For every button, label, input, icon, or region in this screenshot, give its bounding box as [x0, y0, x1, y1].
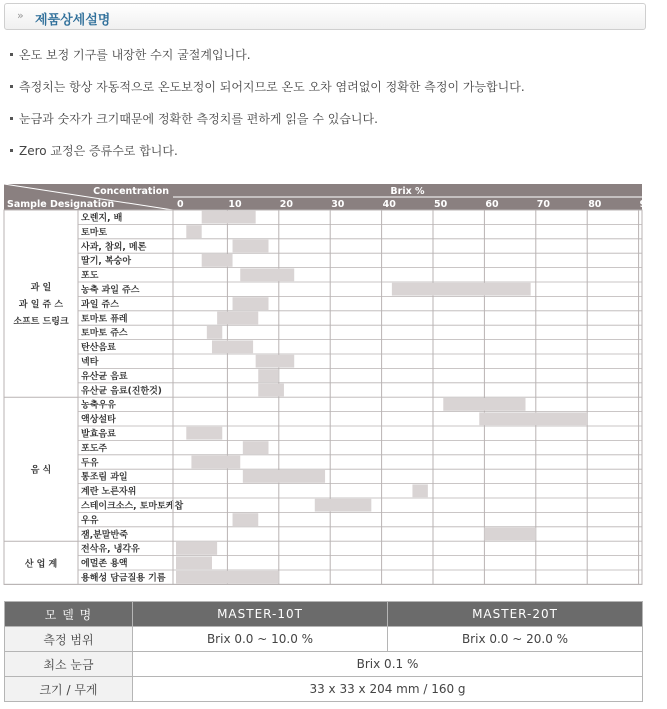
range-bar: [258, 369, 279, 382]
row-label: 스테이크소스, 토마토케찹: [81, 501, 184, 512]
x-tick-label: 90: [639, 199, 653, 210]
x-tick-label: 60: [485, 199, 499, 210]
x-tick-label: 50: [434, 199, 448, 210]
range-bar: [212, 340, 253, 353]
spec-value: 33 x 33 x 204 mm / 160 g: [133, 677, 643, 702]
range-bar: [233, 513, 259, 526]
spec-row-range: [5, 627, 643, 652]
range-bar: [233, 240, 269, 253]
row-label: 농축우유: [81, 400, 116, 411]
range-bar: [233, 297, 269, 310]
x-tick-label: 0: [177, 199, 184, 210]
spec-value: Brix 0.1 %: [133, 652, 643, 677]
spec-label: 크기 / 무게: [5, 677, 133, 702]
range-bar: [186, 427, 222, 440]
spec-value: Brix 0.0 ~ 10.0 %: [133, 627, 388, 652]
range-bar: [256, 355, 295, 368]
range-bar: [176, 556, 212, 569]
row-label: 토마토: [81, 227, 108, 238]
range-bar: [243, 441, 269, 454]
group-label: 과 일: [30, 283, 52, 294]
spec-header-model: 모 델 명: [5, 602, 133, 627]
row-label: 용해성 담금질용 기름: [81, 573, 166, 584]
range-bar: [176, 571, 279, 584]
range-bar: [240, 268, 294, 281]
row-label: 액상설타: [81, 415, 116, 426]
spec-header-row: [5, 602, 643, 627]
x-tick-label: 40: [382, 199, 396, 210]
range-bar: [191, 456, 240, 469]
range-bar: [202, 211, 256, 224]
row-label: 농축 과일 쥬스: [81, 285, 140, 296]
row-label: 딸기, 복숭아: [81, 256, 132, 267]
range-bar: [392, 283, 531, 296]
range-bar: [176, 542, 217, 555]
group-label: 산 업 계: [24, 559, 58, 570]
row-label: 넥타: [81, 357, 99, 368]
range-bar: [243, 470, 325, 483]
feature-item: Zero 교정은 증류수로 합니다.: [8, 142, 178, 159]
spec-header-model-a: MASTER-10T: [133, 602, 388, 627]
row-label: 에멀존 용액: [81, 559, 128, 570]
range-bar: [412, 484, 427, 497]
row-label: 포도: [81, 271, 99, 282]
range-bar: [484, 528, 535, 541]
spec-value: Brix 0.0 ~ 20.0 %: [388, 627, 643, 652]
row-label: 우유: [81, 515, 99, 526]
group-label: 과 일 쥬 스: [18, 300, 64, 311]
header-sample-designation: Sample Designation: [7, 199, 115, 210]
x-axis-label: Brix %: [390, 186, 425, 197]
row-label: 탄산음료: [81, 343, 116, 354]
row-label: 토마토 쥬스: [81, 328, 128, 339]
spec-table: [4, 601, 643, 702]
row-label: 발효음료: [81, 429, 116, 440]
x-tick-label: 20: [279, 199, 294, 210]
section-title: 제품상세설명: [35, 13, 111, 28]
x-tick-label: 70: [536, 199, 551, 210]
range-bar: [217, 312, 258, 325]
x-tick-label: 10: [228, 199, 242, 210]
feature-item: 눈금과 숫자가 크기때문에 정확한 측정치를 편하게 읽을 수 있습니다.: [8, 110, 378, 127]
x-tick-label: 80: [588, 199, 602, 210]
spec-header-model-b: MASTER-20T: [388, 602, 643, 627]
row-label: 포도주: [81, 443, 108, 454]
row-label: 사과, 참외, 메론: [81, 242, 147, 253]
row-label: 과일 쥬스: [81, 299, 119, 310]
x-tick-label: 30: [331, 199, 345, 210]
row-label: 계란 노른자위: [81, 487, 137, 498]
double-chevron-icon: »: [17, 9, 24, 22]
range-bar: [202, 254, 233, 267]
row-label: 유산균 음료: [81, 371, 128, 382]
row-label: 오렌지, 배: [81, 213, 123, 224]
range-bar: [186, 225, 201, 238]
group-label: 음 식: [30, 465, 52, 476]
row-label: 통조림 과일: [81, 472, 128, 483]
range-bar: [258, 384, 284, 397]
feature-item: 온도 보정 기구를 내장한 수지 굴절계입니다.: [8, 46, 251, 63]
row-label: 토마토 퓨레: [81, 314, 128, 325]
feature-item: 측정치는 항상 자동적으로 온도보정이 되어지므로 온도 오차 염려없이 정확한 측정이 가능합니다.: [8, 78, 525, 95]
row-label: 잼,분말반죽: [81, 530, 128, 541]
range-bar: [315, 499, 372, 512]
group-label: 소프트 드링크: [13, 317, 69, 328]
range-bar: [443, 398, 525, 411]
spec-row-scale: [5, 652, 643, 677]
spec-label: 측정 범위: [5, 627, 133, 652]
row-label: 두유: [81, 458, 99, 469]
row-label: 전삭유, 냉각유: [81, 544, 140, 555]
row-label: 유산균 음료(진한것): [81, 386, 162, 397]
range-bar: [479, 412, 587, 425]
spec-row-size: [5, 677, 643, 702]
header-concentration: Concentration: [93, 186, 169, 197]
spec-label: 최소 눈금: [5, 652, 133, 677]
range-bar: [207, 326, 222, 339]
